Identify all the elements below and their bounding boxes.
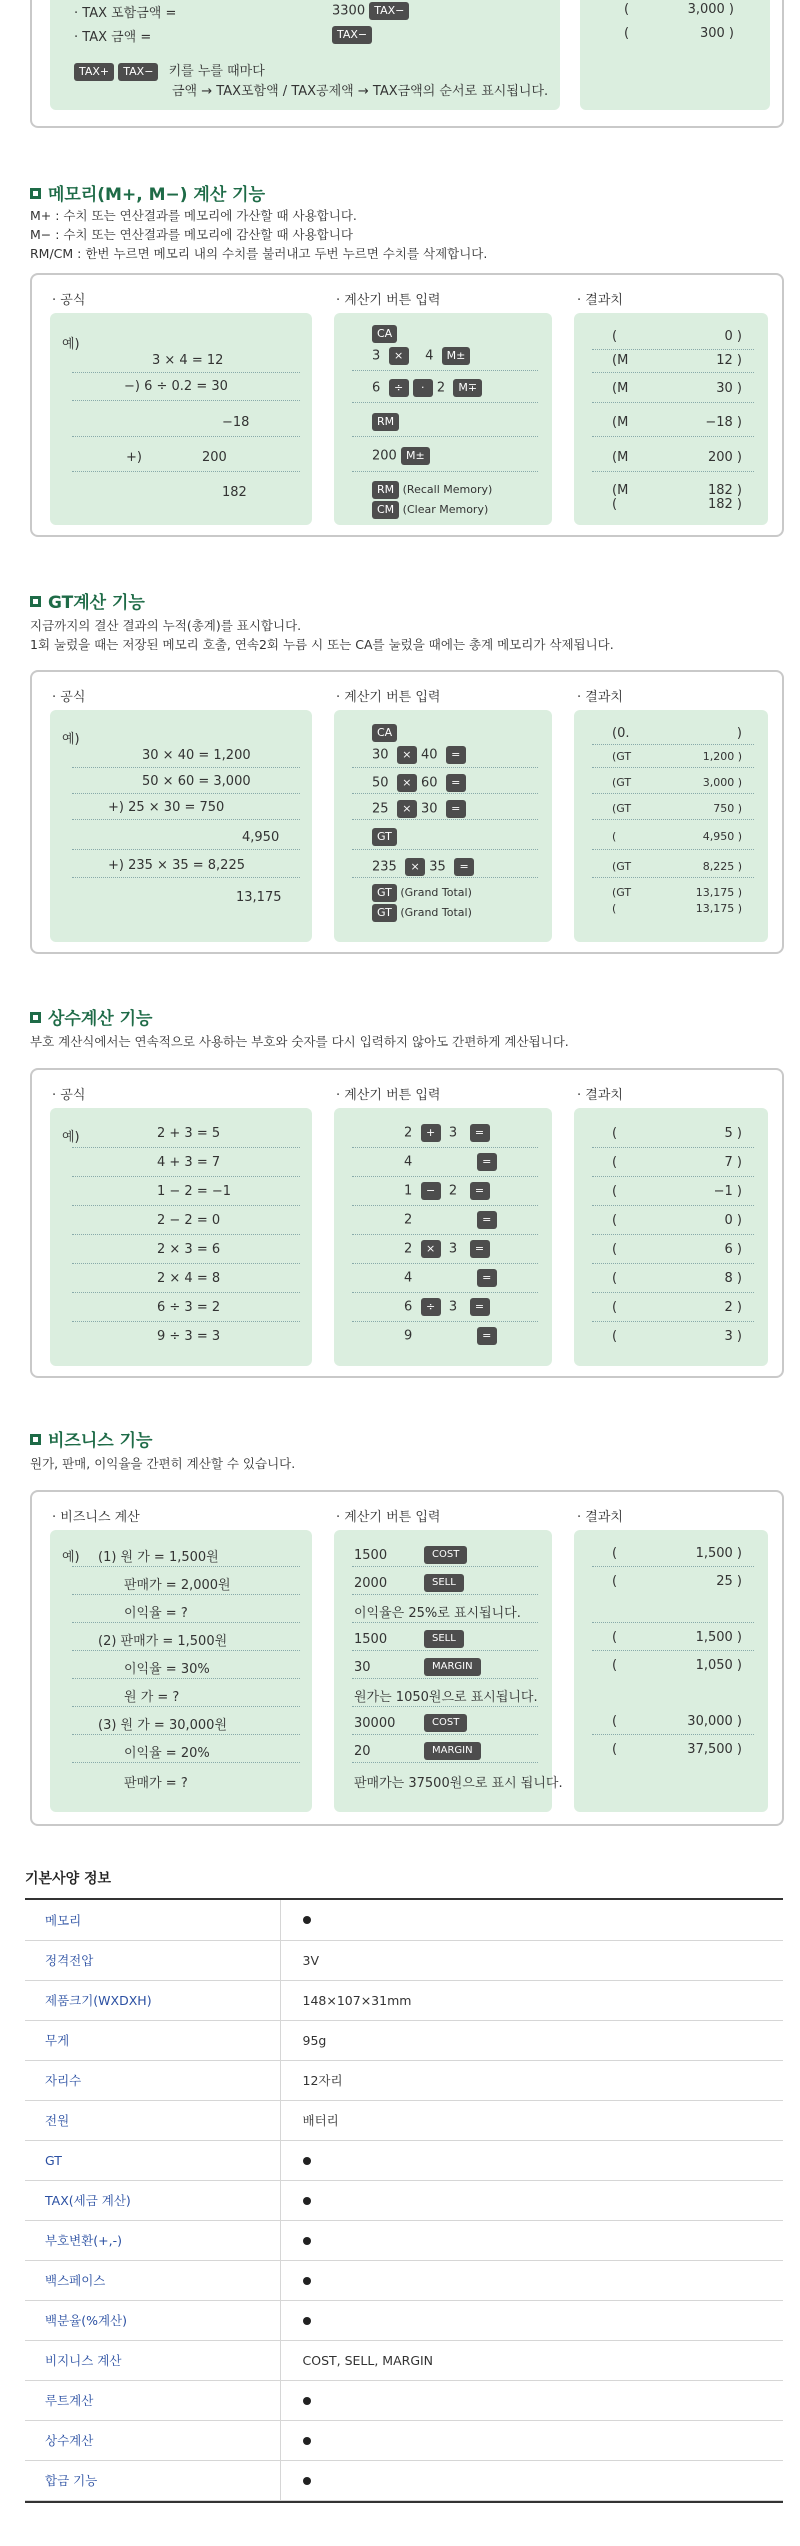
tax-note: [74, 60, 265, 81]
times-key: ×: [397, 774, 417, 792]
example-label: 예): [62, 1550, 80, 1565]
input-row: [404, 1182, 490, 1200]
formula-row: +) 235 × 35 = 8,225: [108, 858, 245, 873]
times-key: ×: [397, 746, 417, 764]
col-formula-head: · 공식: [52, 690, 86, 705]
spec-value: 배터리: [280, 2100, 783, 2140]
input-row: GT (Grand Total): [372, 904, 472, 922]
constant-example-card: · 공식 · 계산기 버튼 입력 · 결과치 예) 2 + 3 = 5 2 + 3 = ( 5 ) 4 + 3 = 7 4 = ( 7 ) 1 − 2 = −1 1 − 2 = ( −1 ) 2 − 2 = 0 2 = ( 0 ) 2 × 3 = 6 2 × 3 = ( 6 ) 2 × 4 = 8 4 = ( 8 ) 6 ÷ 3 = 2 6 ÷ 3 = ( 2 ) 9 ÷ 3 = 3 9 = ( 3 ): [30, 1068, 784, 1378]
input-digit: 6: [404, 1299, 413, 1315]
m-plus-key: M±: [442, 347, 471, 365]
spec-row: [25, 2220, 783, 2260]
business-row: (2) 판매가 = 1,500원: [98, 1634, 228, 1649]
tax-minus-key: TAX−: [369, 2, 409, 20]
equals-key: =: [446, 746, 466, 764]
spec-value: 12자리: [280, 2060, 783, 2100]
spec-key: 루트계산: [25, 2380, 280, 2420]
business-row: 이익율 = 20%: [124, 1746, 210, 1761]
dot-key: ·: [413, 379, 433, 397]
input-note: 원가는 1050원으로 표시됩니다.: [354, 1690, 538, 1705]
spec-key: 제품크기(WXDXH): [25, 1980, 280, 2020]
spec-row: [25, 2020, 783, 2060]
spec-row: [25, 2260, 783, 2300]
input-digit: 2: [448, 1183, 458, 1199]
business-row: 원 가 = ?: [124, 1690, 180, 1705]
operator-key: −: [421, 1182, 441, 1200]
equals-key: =: [477, 1153, 497, 1171]
spec-value: COST, SELL, MARGIN: [280, 2340, 783, 2380]
tax-row1-label: · TAX 포함금액 =: [74, 6, 177, 21]
formula-panel: [50, 710, 312, 942]
spec-value: [280, 2300, 783, 2340]
formula-row: 1 − 2 = −1: [157, 1184, 232, 1199]
spec-key: 백스페이스: [25, 2260, 280, 2300]
input-digit: 4: [404, 1154, 413, 1170]
spec-value: [280, 2460, 783, 2500]
example-label: 예): [62, 337, 80, 352]
input-row: [404, 1327, 497, 1345]
equals-key: =: [477, 1269, 497, 1287]
formula-row: 13,175: [236, 890, 282, 905]
tax-plus-key: TAX+: [74, 63, 114, 81]
input-row: 30 × 40 =: [372, 746, 466, 764]
input-row: 235 × 35 =: [372, 858, 474, 876]
ca-key: CA: [372, 325, 397, 343]
cost-key: COST: [424, 1714, 467, 1732]
tax-note-line1: 키를 누를 때마다: [168, 64, 265, 79]
business-row: 이익율 = ?: [124, 1606, 188, 1621]
formula-row: 3 × 4 = 12: [152, 353, 224, 368]
input-row: [372, 413, 399, 431]
input-row: [404, 1269, 497, 1287]
times-key: ×: [389, 347, 409, 365]
input-row: 3 × 4 M±: [372, 347, 470, 365]
formula-row: 2 × 3 = 6: [157, 1242, 221, 1257]
col-formula-head: · 공식: [52, 293, 86, 308]
input-note: 판매가는 37500원으로 표시 됩니다.: [354, 1776, 563, 1791]
spec-value: 95g: [280, 2020, 783, 2060]
times-key: ×: [405, 858, 425, 876]
spec-key: 자리수: [25, 2060, 280, 2100]
tax-row2-input: [332, 26, 372, 44]
constant-section-title: 상수계산 기능: [30, 1004, 152, 1029]
formula-row: 4,950: [242, 830, 280, 845]
spec-row: [25, 2300, 783, 2340]
col-result-head: · 결과치: [577, 1088, 623, 1103]
input-row: RM (Recall Memory): [372, 481, 492, 499]
section-bullet-icon: [30, 596, 41, 607]
equals-key: =: [470, 1298, 490, 1316]
input-row: [404, 1240, 490, 1258]
input-digit: 3: [448, 1241, 458, 1257]
spec-key: GT: [25, 2140, 280, 2180]
input-row: 6 ÷ · 2 M∓: [372, 379, 482, 397]
spec-key: 전원: [25, 2100, 280, 2140]
business-row: 이익율 = 30%: [124, 1662, 210, 1677]
business-example-card: · 비즈니스 계산 · 계산기 버튼 입력 · 결과치 예) (1) 원 가 = 1,500원 판매가 = 2,000원 이익율 = ? (2) 판매가 = 1,500원 이익율 = 30% 원 가 = ? (3) 원 가 = 30,000원 이익율 = 20% 판매가 = ? 1500 COST 2000 SELL 이익율은 25%로 표시됩니다. 1500 SELL 30 MARGIN 원가는 1050원으로 표시됩니다. 30000 COST 20 MARGIN 판매가는 37500원으로 표시 됩니다. ( 1,500 ) ( 25 ) ( 1,500 ) ( 1,050 ) ( 30,000 ) ( 37,500 ): [30, 1490, 784, 1826]
bullet-dot-icon: [303, 1916, 311, 1924]
gt-key: GT: [372, 884, 397, 902]
input-row: [372, 325, 397, 343]
formula-row: 6 ÷ 3 = 2: [157, 1300, 221, 1315]
equals-key: =: [470, 1182, 490, 1200]
input-row: 2000 SELL: [354, 1574, 464, 1592]
spec-value: [280, 1900, 783, 1940]
spec-key: 상수계산: [25, 2420, 280, 2460]
input-row: 200 M±: [372, 447, 430, 465]
operator-key: +: [421, 1124, 441, 1142]
cost-key: COST: [424, 1546, 467, 1564]
formula-row: 9 ÷ 3 = 3: [157, 1329, 221, 1344]
input-note: 이익율은 25%로 표시됩니다.: [354, 1606, 521, 1621]
input-row: 25 × 30 =: [372, 800, 466, 818]
input-digit: 2: [404, 1125, 413, 1141]
spec-row: [25, 2100, 783, 2140]
spec-row: [25, 2340, 783, 2380]
bullet-dot-icon: [303, 2317, 311, 2325]
input-row: [404, 1298, 490, 1316]
col-result-head: · 결과치: [577, 690, 623, 705]
col-result-head: · 결과치: [577, 1510, 623, 1525]
gt-description: 지금까지의 결산 결과의 누적(총계)를 표시합니다. 1회 눌렀을 때는 저장된 메모리 호출, 연속2회 누름 시 또는 CA를 눌렀을 때에는 총계 메모리가 삭제됩니다.: [30, 618, 614, 652]
rm-key: RM: [372, 481, 399, 499]
formula-row: 30 × 40 = 1,200: [142, 748, 251, 763]
bullet-dot-icon: [303, 2197, 311, 2205]
col-input-head: · 계산기 버튼 입력: [336, 293, 441, 308]
col-result-head: · 결과치: [577, 293, 623, 308]
tax-minus-key: TAX−: [118, 63, 158, 81]
cm-key: CM: [372, 501, 399, 519]
input-row: 30000 COST: [354, 1714, 467, 1732]
bullet-dot-icon: [303, 2437, 311, 2445]
bullet-dot-icon: [303, 2397, 311, 2405]
equals-key: =: [446, 774, 466, 792]
spec-value: [280, 2180, 783, 2220]
gt-key: GT: [372, 904, 397, 922]
spec-value: [280, 2380, 783, 2420]
example-label: 예): [62, 732, 80, 747]
business-description: 원가, 판매, 이익율을 간편히 계산할 수 있습니다.: [30, 1456, 296, 1471]
spec-row: [25, 2420, 783, 2460]
col-input-head: · 계산기 버튼 입력: [336, 690, 441, 705]
equals-key: =: [470, 1240, 490, 1258]
gt-key: GT: [372, 828, 397, 846]
formula-row: 182: [222, 485, 247, 500]
equals-key: =: [446, 800, 466, 818]
equals-key: =: [477, 1327, 497, 1345]
formula-row: +) 200: [126, 450, 227, 465]
formula-row: 2 × 4 = 8: [157, 1271, 221, 1286]
tax-note-line2: 금액 → TAX포함액 / TAX공제액 → TAX금액의 순서로 표시됩니다.: [172, 84, 549, 99]
bullet-dot-icon: [303, 2157, 311, 2165]
formula-row: 50 × 60 = 3,000: [142, 774, 251, 789]
input-row: [404, 1153, 497, 1171]
divide-key: ÷: [389, 379, 409, 397]
spec-row: [25, 2180, 783, 2220]
memory-example-card: · 공식 · 계산기 버튼 입력 · 결과치 예) 3 × 4 = 12 −) 6 ÷ 0.2 = 30 −18 +) 200 182 CA 3 × 4 M± 6 ÷ · 2 M∓ RM 200 M± RM (Recall Memory) CM (Clear Memory) ( 0 ) (M 12 ) (M 30 ) (M −18 ) (M 200 ) (M 182 ) ( 182 ): [30, 273, 784, 537]
bullet-dot-icon: [303, 2237, 311, 2245]
operator-key: ÷: [421, 1298, 441, 1316]
input-row: [372, 828, 397, 846]
spec-value: 3V: [280, 1940, 783, 1980]
business-row: 판매가 = ?: [124, 1776, 188, 1791]
spec-bottom-rule: [25, 2501, 783, 2503]
sell-key: SELL: [424, 1630, 464, 1648]
formula-row: +) 25 × 30 = 750: [108, 800, 225, 815]
section-bullet-icon: [30, 188, 41, 199]
spec-key: 무게: [25, 2020, 280, 2060]
business-row: (3) 원 가 = 30,000원: [98, 1718, 227, 1733]
tax-minus-key: TAX−: [332, 26, 372, 44]
operator-key: ×: [421, 1240, 441, 1258]
col-formula-head: · 공식: [52, 1088, 86, 1103]
gt-example-card: · 공식 · 계산기 버튼 입력 · 결과치 예) 30 × 40 = 1,200 50 × 60 = 3,000 +) 25 × 30 = 750 4,950 +) 235 × 35 = 8,225 13,175 CA 30 × 40 = 50 × 60 = 25 × 30 = GT 235 × 35 = GT (Grand Total) GT (Grand Total) (0. ) (GT 1,200 ) (GT 3,000 ) (GT 750 ) ( 4,950 ) (GT 8,225 ) (GT 13,175 ) ( 13,175 ): [30, 670, 784, 954]
spec-key: 백분율(%계산): [25, 2300, 280, 2340]
input-row: GT (Grand Total): [372, 884, 472, 902]
margin-key: MARGIN: [424, 1742, 481, 1760]
spec-value: [280, 2140, 783, 2180]
section-bullet-icon: [30, 1012, 41, 1023]
input-digit: 9: [404, 1328, 413, 1344]
spec-key: 합금 기능: [25, 2460, 280, 2500]
business-row: 판매가 = 2,000원: [124, 1578, 231, 1593]
formula-row: 2 + 3 = 5: [157, 1126, 221, 1141]
input-digit: 2: [404, 1212, 413, 1228]
spec-value: 148×107×31mm: [280, 1980, 783, 2020]
spec-row: [25, 2060, 783, 2100]
tax-row1-value: 3300: [332, 3, 366, 19]
business-section-title: 비즈니스 기능: [30, 1426, 152, 1451]
example-label: 예): [62, 1130, 80, 1145]
m-plus-key: M±: [401, 447, 430, 465]
input-row: CM (Clear Memory): [372, 501, 488, 519]
constant-description: 부호 계산식에서는 연속적으로 사용하는 부호와 숫자를 다시 입력하지 않아도 간편하게 계산됩니다.: [30, 1034, 569, 1049]
sell-key: SELL: [424, 1574, 464, 1592]
input-row: 1500 SELL: [354, 1630, 464, 1648]
input-digit: 4: [404, 1270, 413, 1286]
spec-key: 부호변환(+,-): [25, 2220, 280, 2260]
spec-row: [25, 2380, 783, 2420]
spec-key: TAX(세금 계산): [25, 2180, 280, 2220]
section-bullet-icon: [30, 1434, 41, 1445]
col-input-head: · 계산기 버튼 입력: [336, 1088, 441, 1103]
gt-section-title: GT계산 기능: [30, 588, 145, 613]
m-minus-key: M∓: [453, 379, 482, 397]
spec-row: [25, 1900, 783, 1940]
input-row: 20 MARGIN: [354, 1742, 481, 1760]
input-digit: 3: [448, 1125, 458, 1141]
input-row: [372, 724, 397, 742]
formula-panel: [50, 313, 312, 525]
formula-row: 4 + 3 = 7: [157, 1155, 221, 1170]
col-business-head: · 비즈니스 계산: [52, 1510, 140, 1525]
spec-row: [25, 1980, 783, 2020]
formula-row: −18: [222, 415, 250, 430]
spec-row: [25, 2140, 783, 2180]
spec-value: [280, 2260, 783, 2300]
ca-key: CA: [372, 724, 397, 742]
input-row: [404, 1211, 497, 1229]
rm-key: RM: [372, 413, 399, 431]
input-row: 30 MARGIN: [354, 1658, 481, 1676]
memory-section-title: 메모리(M+, M−) 계산 기능: [30, 180, 265, 205]
col-input-head: · 계산기 버튼 입력: [336, 1510, 441, 1525]
spec-row: [25, 2460, 783, 2500]
spec-key: 비지니스 계산: [25, 2340, 280, 2380]
input-digit: 2: [404, 1241, 413, 1257]
spec-value: [280, 2220, 783, 2260]
business-row: (1) 원 가 = 1,500원: [98, 1550, 219, 1565]
input-row: 1500 COST: [354, 1546, 467, 1564]
spec-value: [280, 2420, 783, 2460]
bullet-dot-icon: [303, 2277, 311, 2285]
input-digit: 3: [448, 1299, 458, 1315]
times-key: ×: [397, 800, 417, 818]
spec-key: 정격전압: [25, 1940, 280, 1980]
spec-table: [25, 1900, 783, 2501]
formula-row: −) 6 ÷ 0.2 = 30: [124, 379, 228, 394]
tax-result-panel: [580, 0, 770, 110]
tax-row2-label: · TAX 금액 =: [74, 30, 152, 45]
input-row: 50 × 60 =: [372, 774, 466, 792]
equals-key: =: [454, 858, 474, 876]
formula-row: 2 − 2 = 0: [157, 1213, 221, 1228]
input-row: [404, 1124, 490, 1142]
input-digit: 1: [404, 1183, 413, 1199]
memory-description: M+ : 수치 또는 연산결과를 메모리에 가산할 때 사용합니다. M− : 수치 또는 연산결과를 메모리에 감산할 때 사용합니다 RM/CM : 한번 누르면 메모리 내의 수치를 불러내고 두번 누르면 수치를 삭제합니다.: [30, 208, 488, 261]
spec-row: [25, 1940, 783, 1980]
tax-row1-input: [332, 2, 409, 20]
equals-key: =: [470, 1124, 490, 1142]
bullet-dot-icon: [303, 2477, 311, 2485]
equals-key: =: [477, 1211, 497, 1229]
spec-title: 기본사양 정보: [25, 1871, 112, 1887]
tax-example-card: · TAX 포함금액 = 3300 TAX− ( 3,000 ) · TAX 금액 = TAX− ( 300 ) TAX+ TAX− 키를 누를 때마다 금액 → TAX포함액 / TAX공제액 → TAX금액의 순서로 표시됩니다.: [30, 0, 784, 128]
spec-key: 메모리: [25, 1900, 280, 1940]
margin-key: MARGIN: [424, 1658, 481, 1676]
